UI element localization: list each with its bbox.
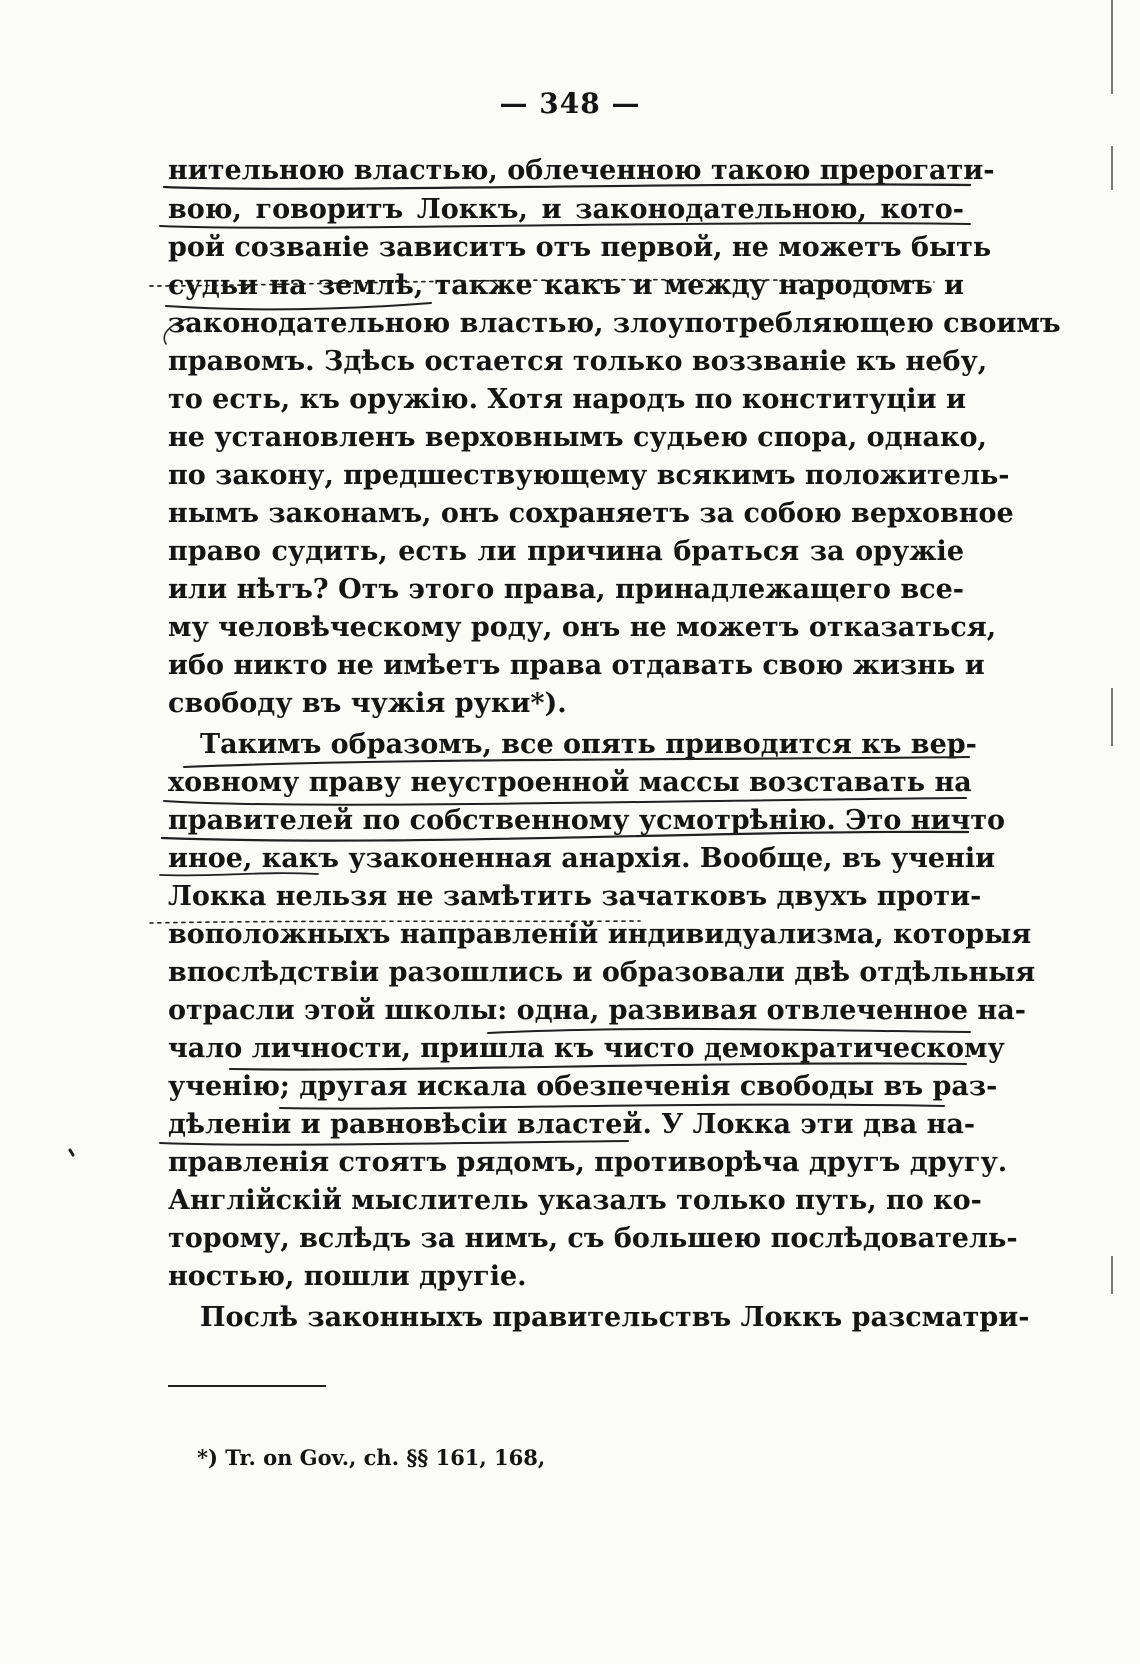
- footnote-divider: [168, 1385, 326, 1387]
- text-line-02: вою, говоритъ Локкъ, и законодательною, кото-: [168, 194, 964, 225]
- text-line-04: судьи на землѣ, также какъ и между народомъ и: [168, 270, 964, 301]
- text-line-26: дѣленіи и равновѣсіи властей. У Локка эти два на-: [168, 1109, 976, 1140]
- text-line-01: нительною властью, облеченною такою прерогати-: [168, 155, 995, 186]
- page-number: — 348 —: [499, 87, 641, 120]
- text-line-11: право судить, есть ли причина браться за оружіе: [168, 536, 964, 567]
- text-line-15: свободу въ чужія руки*).: [168, 688, 567, 719]
- page-edge-mark: [1111, 688, 1113, 746]
- text-line-25: ученію; другая искала обезпеченія свободы въ раз-: [168, 1071, 998, 1102]
- footnote: *) Tr. on Gov., ch. §§ 161, 168,: [197, 1445, 546, 1470]
- text-line-24: чало личности, пришла къ чисто демократическому: [168, 1033, 1005, 1064]
- page-edge-mark: [1111, 146, 1113, 190]
- text-line-05: законодательною властью, злоупотребляющею своимъ: [168, 308, 1061, 339]
- text-line-23: отрасли этой школы: одна, развивая отвлеченное на-: [168, 995, 1026, 1026]
- text-line-07: то есть, къ оружію. Хотя народъ по конституціи и: [168, 384, 966, 415]
- text-line-22: впослѣдствіи разошлись и образовали двѣ отдѣльныя: [168, 957, 1036, 988]
- text-line-30: ностью, пошли другіе.: [168, 1261, 527, 1292]
- pencil-dot: [70, 1150, 73, 1155]
- text-line-03: рой созваніе зависитъ отъ первой, не можетъ быть: [168, 232, 992, 263]
- text-line-31: Послѣ законныхъ правительствъ Локкъ разсматри-: [200, 1302, 1030, 1333]
- text-line-14: ибо никто не имѣетъ права отдавать свою жизнь и: [168, 650, 985, 681]
- text-line-21: воположныхъ направленій индивидуализма, которыя: [168, 919, 1032, 950]
- text-line-16: Такимъ образомъ, все опять приводится къ вер-: [200, 729, 977, 760]
- text-line-29: торому, вслѣдъ за нимъ, съ большею послѣдователь-: [168, 1223, 1018, 1254]
- text-line-10: нымъ законамъ, онъ сохраняетъ за собою верховное: [168, 498, 1014, 529]
- text-line-20: Локка нельзя не замѣтить зачатковъ двухъ проти-: [168, 881, 982, 912]
- text-line-08: не установленъ верховнымъ судьею спора, однако,: [168, 422, 987, 453]
- text-line-09: по закону, предшествующему всякимъ положитель-: [168, 460, 1010, 491]
- text-line-06: правомъ. Здѣсь остается только воззваніе къ небу,: [168, 346, 988, 377]
- text-line-18: правителей по собственному усмотрѣнію. Это ничто: [168, 805, 1006, 836]
- text-line-19: иное, какъ узаконенная анархія. Вообще, въ ученіи: [168, 843, 996, 874]
- text-line-17: ховному праву неустроенной массы возставать на: [168, 767, 972, 798]
- text-line-27: правленія стоятъ рядомъ, противорѣча другъ другу.: [168, 1147, 1008, 1178]
- text-line-13: му человѣческому роду, онъ не можетъ отказаться,: [168, 612, 997, 643]
- text-line-28: Англійскій мыслитель указалъ только путь, по ко-: [168, 1185, 982, 1216]
- text-line-12: или нѣтъ? Отъ этого права, принадлежащего все-: [168, 574, 964, 605]
- page-edge-mark: [1111, 1256, 1113, 1294]
- page-edge-mark: [1111, 0, 1113, 94]
